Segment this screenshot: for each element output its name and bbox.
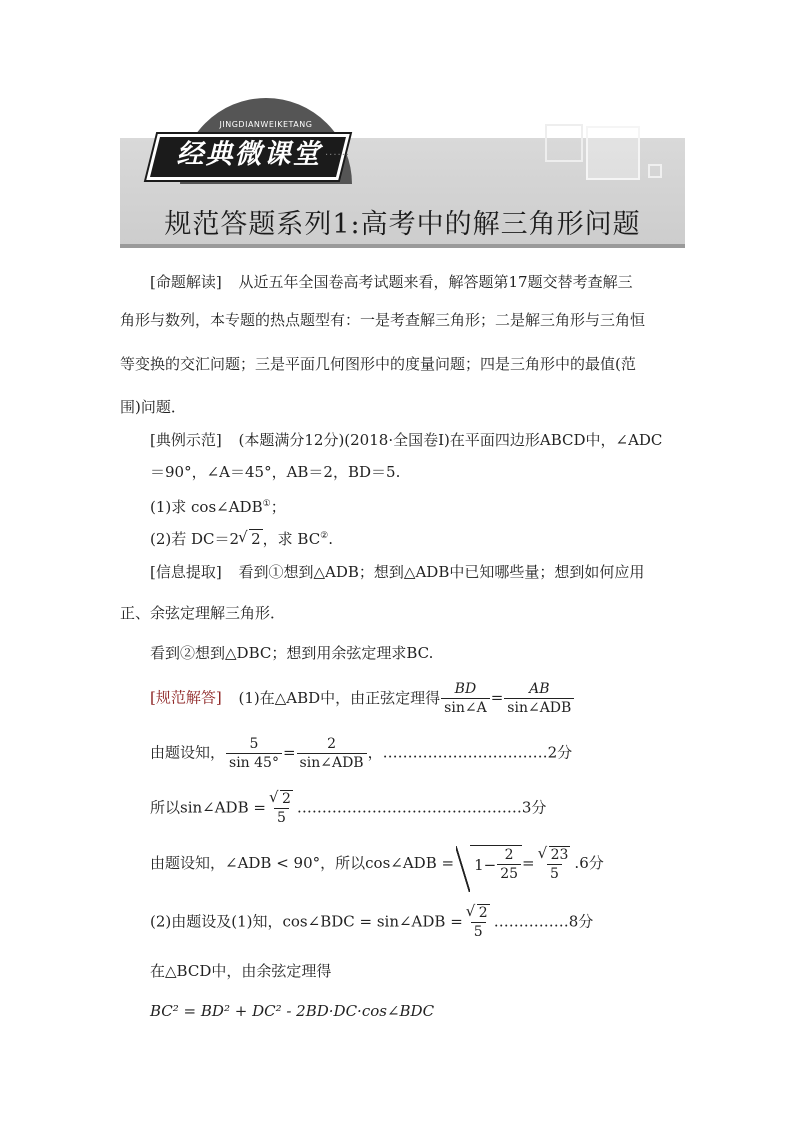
example-text: (本题满分12分)(2018·全国卷Ⅰ)在平面四边形ABCD中，∠ADC: [238, 431, 663, 449]
solution-step-7: BC² = BD² + DC² - 2BD·DC·cos∠BDC: [150, 1002, 435, 1020]
intro-line-1: [150, 272, 633, 292]
info-text: 看到①想到△ADB；想到△ADB中已知哪些量；想到如何应用: [238, 563, 645, 581]
example-question-1: (1)求 cos∠ADB①；: [150, 498, 286, 516]
solution-step-3: 所以sin∠ADB = √ $\frac{2}{5}$ ………………………………………3分: [150, 790, 546, 827]
fraction: √ $\frac{2}{5}$: [464, 904, 493, 941]
banner-pinyin: JINGDIANWEIKETANG: [219, 120, 313, 129]
deco-square-icon: [648, 164, 662, 178]
intro-line-3: 等变换的交汇问题；三是平面几何图形中的度量问题；四是三角形中的最值(范: [120, 355, 636, 373]
intro-text: 从近五年全国卷高考试题来看，解答题第17题交替考查解三: [238, 273, 633, 291]
example-question-2: (2)若 DC＝2√ 2 ，求 BC②.: [150, 526, 333, 549]
sqrt-symbol: √ 2: [467, 904, 490, 922]
solution-step-2: 由题设知， $\frac{5}{\sin 45^\circ}$ = $\frac{2}{\text{sin∠ADB}}$ ，……………………………2分: [150, 736, 573, 771]
page-title: 规范答题系列1:高考中的解三角形问题: [164, 209, 641, 240]
solution-step-4: 由题设知，∠ADB < 90°，所以cos∠ADB = 1− $\frac{2}{25}$ = √ $\frac{23}{5}$ .6分: [150, 845, 604, 883]
solution-step-6: 在△BCD中，由余弦定理得: [150, 962, 332, 980]
intro-line-2: 角形与数列，本专题的热点题型有：一是考查解三角形；二是解三角形与三角恒: [120, 311, 646, 329]
fraction: $\frac{2}{25}$: [497, 846, 521, 883]
example-line-1: [150, 430, 662, 450]
info-line-1: [150, 562, 644, 582]
deco-square-icon: [586, 126, 640, 180]
fraction: $\frac{5}{\sin 45^\circ}$: [226, 735, 282, 772]
intro-line-4: 围)问题．: [120, 398, 186, 416]
solution-step-1: [规范解答] (1)在△ABD中，由正弦定理得 $\frac{BD}{\sin\angle A}$ = $\frac{AB}{\text{sin∠ADB}}$: [150, 680, 575, 717]
deco-square-icon: [545, 124, 583, 162]
info-line-2: 正、余弦定理解三角形．: [120, 604, 286, 622]
solution-tag: [规范解答]: [150, 688, 222, 707]
sqrt-symbol: 1− $\frac{2}{25}$: [470, 845, 522, 883]
header-banner: [120, 98, 685, 250]
example-line-2: ＝90°，∠A＝45°，AB＝2，BD＝5.: [150, 463, 401, 481]
banner-dots: ······: [325, 150, 351, 161]
info-line-3: 看到②想到△DBC；想到用余弦定理求BC.: [150, 644, 434, 662]
banner-badge-text: 经典微课堂: [176, 139, 322, 170]
fraction: √ $\frac{23}{5}$: [536, 846, 574, 883]
fraction: $\frac{BD}{\sin\angle A}$: [441, 680, 490, 717]
fraction: √ $\frac{2}{5}$: [267, 790, 296, 827]
sqrt-symbol: √ 23: [539, 846, 571, 864]
example-tag: [典例示范]: [150, 431, 222, 449]
sqrt-symbol: √ 2: [270, 790, 293, 808]
info-tag: [信息提取]: [150, 563, 222, 581]
fraction: $\frac{2}{\text{sin∠ADB}}$: [297, 735, 367, 772]
solution-step-5: (2)由题设及(1)知，cos∠BDC = sin∠ADB = √ $\frac{2}{5}$ ……………8分: [150, 904, 593, 941]
sqrt-symbol: √ 2: [239, 529, 263, 549]
intro-tag: [命题解读]: [150, 273, 222, 291]
fraction: $\frac{AB}{\text{sin∠ADB}}$: [504, 680, 574, 717]
